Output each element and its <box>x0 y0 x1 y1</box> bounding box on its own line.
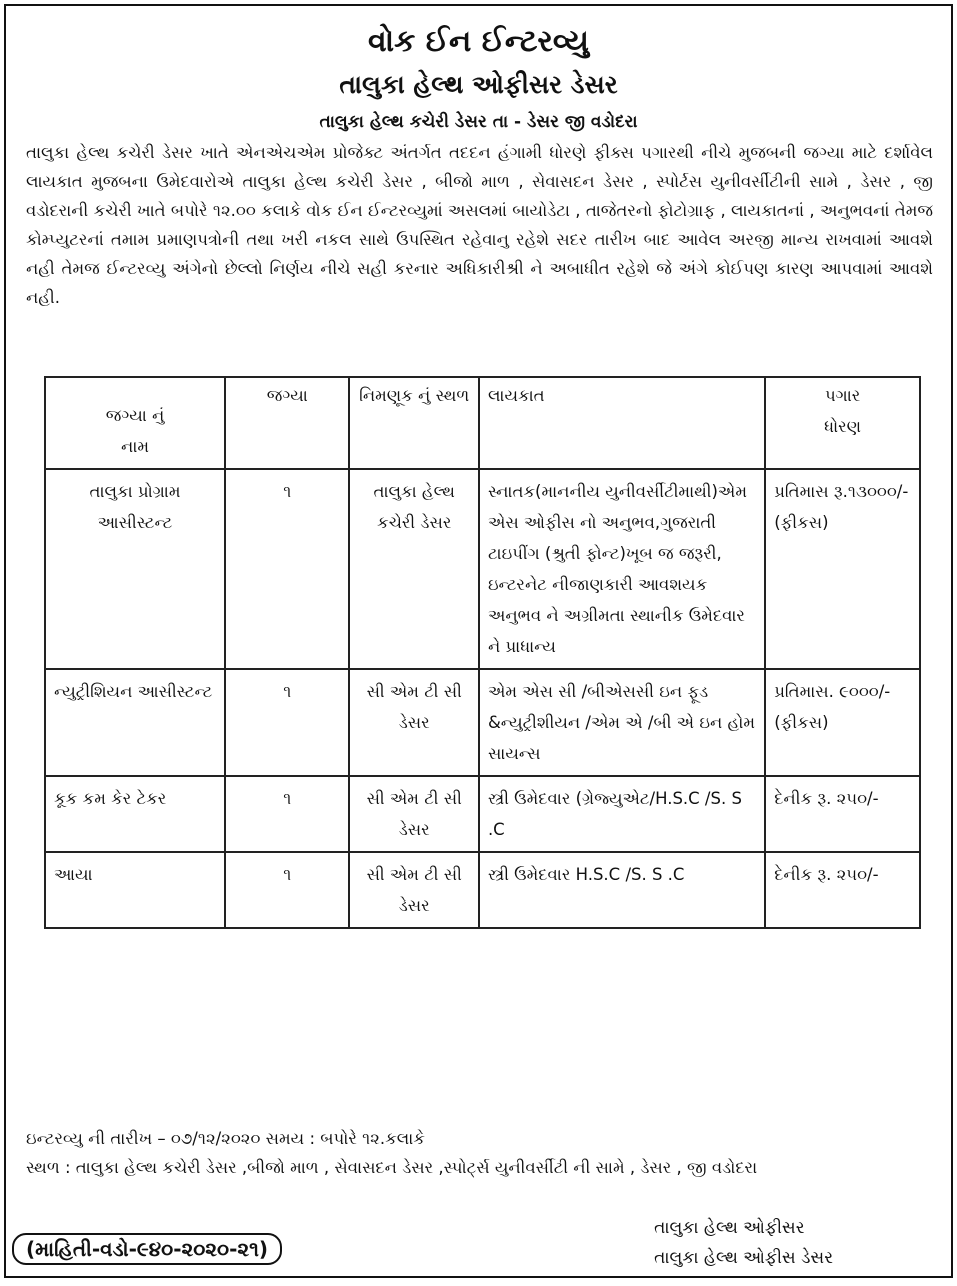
table-header-row <box>45 377 920 469</box>
header-place: નિમણૂક નું સ્થળ <box>349 377 478 469</box>
post-count: ૧ <box>225 469 349 669</box>
notice-page <box>4 4 953 1278</box>
interview-details <box>26 1124 933 1182</box>
post-pay: પ્રતિમાસ. ૯૦૦૦/- (ફીકસ) <box>765 669 920 776</box>
reference-number: (માહિતી-વડો-૯૪૦-૨૦૨૦-૨૧) <box>12 1233 282 1265</box>
post-qualification: સ્નાતક(માનનીય યુનીવર્સીટીમાથી)એમ એસ ઓફીસ નો અનુભવ,ગુજરાતી ટાઇપીંગ (શ્રુતી ફોન્ટ)ખૂબ જ જરૂરી, ઇન્ટરનેટ નીજાણકારી આવશયક અનુભવ ને અગ્રીમતા સ્થાનીક ઉમેદવાર ને પ્રાધાન્ય <box>479 469 765 669</box>
header-count: જગ્યા <box>225 377 349 469</box>
posts-table <box>44 376 921 929</box>
interview-date-line: ઇન્ટરવ્યુ ની તારીખ – ૦૭/૧૨/૨૦૨૦ સમય : બપોરે ૧૨.કલાકે <box>26 1129 425 1148</box>
header-post-line2: નામ <box>121 437 150 456</box>
interview-place-line: સ્થળ : તાલુકા હેલ્થ કચેરી ડેસર ,બીજો માળ , સેવાસદન ડેસર ,સ્પોર્ટ્સ યુનીવર્સીટી ની સામે , ડેસર , જી વડોદરા <box>26 1158 758 1177</box>
post-qualification: સ્ત્રી ઉમેદવાર (ગ્રેજ્યુએટ/H.S.C /S. S .C <box>479 776 765 852</box>
header-pay <box>765 377 920 469</box>
post-name: તાલુકા પ્રોગ્રામ આસીસ્ટન્ટ <box>45 469 225 669</box>
post-count: ૧ <box>225 669 349 776</box>
notice-title: વોક ઈન ઈન્ટરવ્યુ <box>367 24 590 59</box>
post-count: ૧ <box>225 852 349 928</box>
post-place: સી એમ ટી સી ડેસર <box>349 852 478 928</box>
post-place: સી એમ ટી સી ડેસર <box>349 669 478 776</box>
post-pay: દેનીક રૂ. ૨૫૦/- <box>765 776 920 852</box>
post-name: આયા <box>45 852 225 928</box>
office-name: તાલુકા હેલ્થ ઓફીસ ડેસર <box>654 1248 833 1268</box>
table-row <box>45 776 920 852</box>
header-post-name <box>45 377 225 469</box>
notice-subtitle: તાલુકા હેલ્થ ઓફીસર ડેસર <box>339 70 618 99</box>
office-address-line: તાલુકા હેલ્થ કચેરી ડેસર તા - ડેસર જી વડોદરા <box>319 112 638 132</box>
post-place: સી એમ ટી સી ડેસર <box>349 776 478 852</box>
table-row <box>45 469 920 669</box>
header-pay-line2: ધોરણ <box>824 417 862 436</box>
office-title: તાલુકા હેલ્થ ઓફીસર <box>654 1218 805 1238</box>
post-pay: પ્રતિમાસ રૂ.૧૩૦૦૦/- (ફીકસ) <box>765 469 920 669</box>
table-row <box>45 669 920 776</box>
post-name: ન્યુટ્રીશિયન આસીસ્ટન્ટ <box>45 669 225 776</box>
post-place: તાલુકા હેલ્થ કચેરી ડેસર <box>349 469 478 669</box>
post-pay: દેનીક રૂ. ૨૫૦/- <box>765 852 920 928</box>
post-qualification: સ્ત્રી ઉમેદવાર H.S.C /S. S .C <box>479 852 765 928</box>
table-row <box>45 852 920 928</box>
intro-paragraph: તાલુકા હેલ્થ કચેરી ડેસર ખાતે એનએચએમ પ્રોજેક્ટ અંતર્ગત તદદન હંગામી ધોરણે ફીક્સ પગારથી નીચે મુજબની જગ્યા માટે દર્શાવેલ લાયકાત મુજબના ઉમેદવારોએ તાલુકા હેલ્થ કચેરી ડેસર , બીજો માળ , સેવાસદન ડેસર , સ્પોર્ટસ યુનીવર્સીટીની સામે , ડેસર , જી વડોદરાની કચેરી ખાતે બપોરે ૧૨.૦૦ કલાકે વોક ઈન ઈન્ટરવ્યુમાં અસલમાં બાયોડેટા , તાજેતરનો ફોટોગ્રાફ , લાયકાતનાં , અનુભવનાં તેમજ કોમ્પ્યુટરનાં તમામ પ્રમાણપત્રોની તથા ખરી નકલ સાથે ઉપસ્થિત રહેવાનુ રહેશે સદર તારીખ બાદ આવેલ અરજી માન્ય રાખવામાં આવશે નહી તેમજ ઈન્ટરવ્યુ અંગેનો છેલ્લો નિર્ણય નીચે સહી કરનાર અધિકારીશ્રી ને અબાધીત રહેશે જે અંગે કોઈપણ કારણ આપવામાં આવશે નહી. <box>26 143 933 307</box>
header-pay-line1: પગાર <box>824 386 861 405</box>
header-qualification: લાયકાત <box>479 377 765 469</box>
header-post-line1: જગ્યા નું <box>105 406 165 425</box>
issuing-office <box>654 1213 833 1273</box>
post-name: કૂક કમ કેર ટેકર <box>45 776 225 852</box>
post-count: ૧ <box>225 776 349 852</box>
post-qualification: એમ એસ સી /બીએસસી ઇન ફૂડ &ન્યુટ્રીશીયન /એમ એ /બી એ ઇન હોમ સાયન્સ <box>479 669 765 776</box>
